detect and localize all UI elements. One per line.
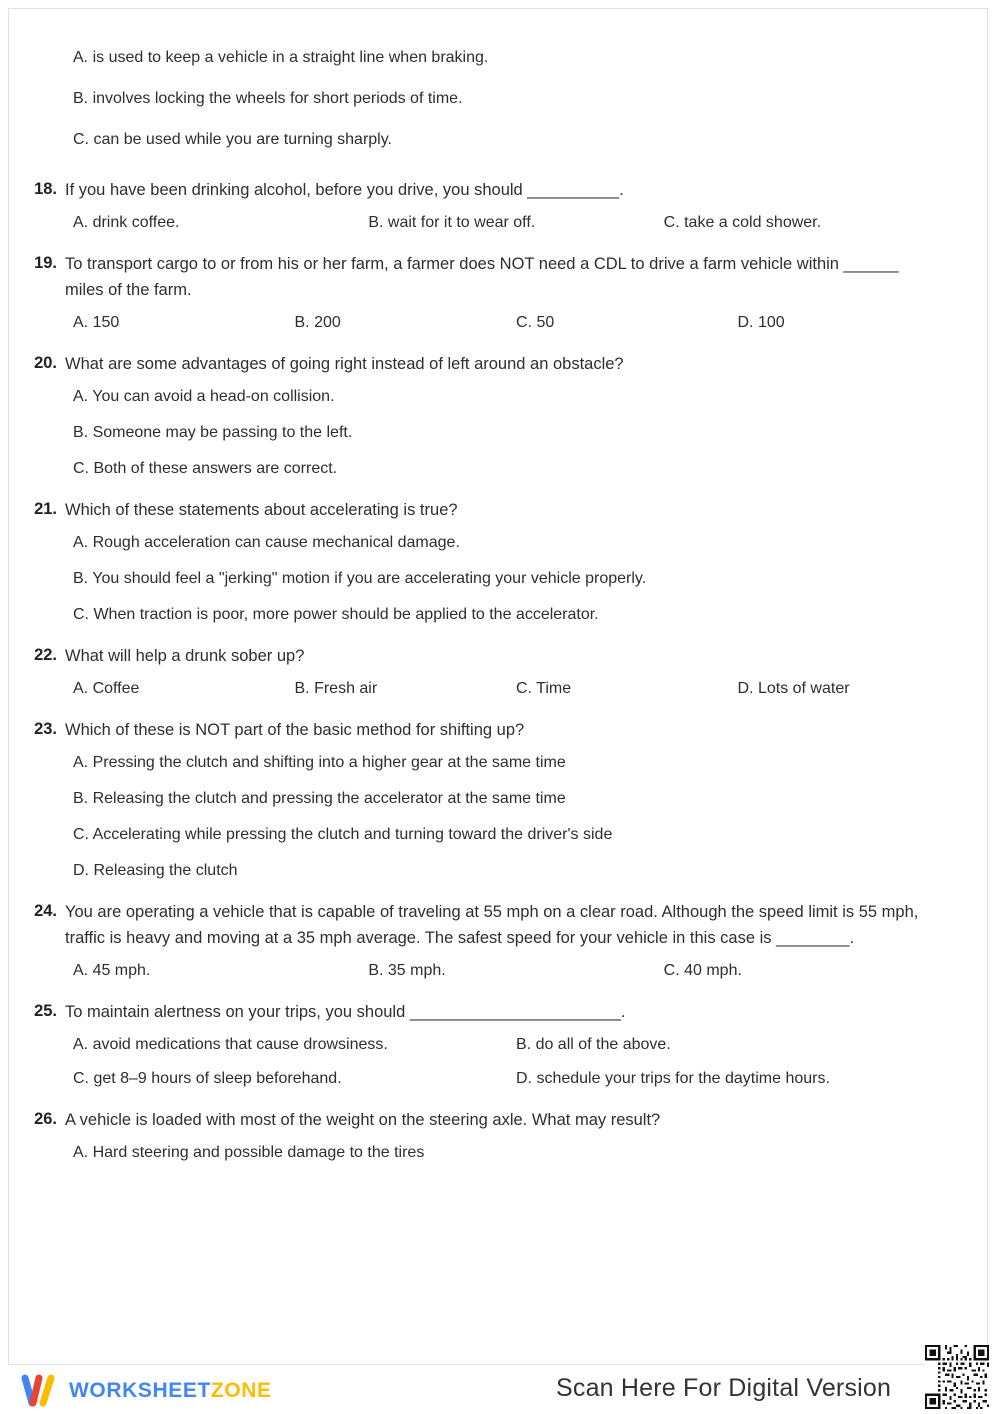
question-number: 21.: [34, 500, 57, 518]
answer-list: [23, 675, 959, 703]
question-row: [23, 717, 959, 743]
answer-option[interactable]: A. Coffee: [73, 680, 140, 697]
answer-option[interactable]: C. 40 mph.: [663, 962, 742, 979]
question-row: [23, 251, 959, 303]
question-block: [23, 497, 959, 629]
answer-row: [73, 529, 959, 557]
answer-row: [73, 675, 959, 703]
answer-option[interactable]: B. Releasing the clutch and pressing the accelerator at the same time: [73, 790, 566, 807]
answer-option[interactable]: B. You should feel a "jerking" motion if you are accelerating your vehicle properly.: [73, 570, 647, 587]
worksheet-page-frame: [8, 8, 988, 1365]
answer-list: [23, 209, 959, 237]
orphan-answer-list: [23, 43, 959, 155]
answer-option[interactable]: A. Rough acceleration can cause mechanical damage.: [73, 534, 460, 551]
answer-option[interactable]: C. get 8–9 hours of sleep beforehand.: [73, 1070, 342, 1087]
answer-row: [73, 383, 959, 411]
question-block: [23, 643, 959, 703]
question-number: 25.: [34, 1002, 57, 1020]
question-row: [23, 1107, 959, 1133]
answer-list: [23, 309, 959, 337]
page-footer: [0, 1368, 1000, 1414]
answer-row: [73, 419, 959, 447]
answer-option[interactable]: B. involves locking the wheels for short periods of time.: [73, 90, 463, 107]
question-row: [23, 177, 959, 203]
answer-option[interactable]: D. Lots of water: [737, 680, 850, 697]
question-text: Which of these statements about accelerating is true?: [65, 501, 458, 519]
question-row: [23, 899, 959, 951]
answer-row: [73, 1031, 959, 1059]
answer-option[interactable]: C. Time: [516, 680, 572, 697]
answer-row: [73, 785, 959, 813]
answer-list: [23, 957, 959, 985]
answer-row: [73, 857, 959, 885]
question-block: [23, 251, 959, 337]
answer-option[interactable]: C. When traction is poor, more power should be applied to the accelerator.: [73, 606, 599, 623]
answer-option[interactable]: A. 150: [73, 314, 120, 331]
question-number: 22.: [34, 646, 57, 664]
question-text: To transport cargo to or from his or her farm, a farmer does NOT need a CDL to drive a farm vehicle within ______ miles of the farm.: [65, 255, 899, 299]
answer-row: [73, 84, 959, 114]
answer-option[interactable]: D. 100: [737, 314, 785, 331]
answer-option[interactable]: A. drink coffee.: [73, 214, 180, 231]
question-number: 26.: [34, 1110, 57, 1128]
answer-option[interactable]: A. Hard steering and possible damage to the tires: [73, 1144, 425, 1161]
question-number: 20.: [34, 354, 57, 372]
answer-option[interactable]: B. Fresh air: [294, 680, 378, 697]
question-block: [23, 899, 959, 985]
answer-option[interactable]: D. Releasing the clutch: [73, 862, 238, 879]
answer-list: [23, 1031, 959, 1093]
answer-list: [23, 529, 959, 629]
answer-option[interactable]: D. schedule your trips for the daytime hours.: [516, 1070, 830, 1087]
answer-list: [23, 383, 959, 483]
answer-row: [73, 309, 959, 337]
answer-option[interactable]: C. Both of these answers are correct.: [73, 460, 338, 477]
answer-option[interactable]: C. can be used while you are turning sharply.: [73, 131, 392, 148]
question-text: What will help a drunk sober up?: [65, 647, 305, 665]
answer-row: [73, 209, 959, 237]
answer-row: [73, 601, 959, 629]
question-text: If you have been drinking alcohol, before you drive, you should __________.: [65, 181, 624, 199]
answer-option[interactable]: B. 200: [294, 314, 341, 331]
brand-name-worksheet: WORKSHEET: [69, 1379, 211, 1402]
answer-option[interactable]: C. Accelerating while pressing the clutch and turning toward the driver's side: [73, 826, 613, 843]
answer-option[interactable]: B. Someone may be passing to the left.: [73, 424, 353, 441]
question-text: You are operating a vehicle that is capable of traveling at 55 mph on a clear road. Although the speed limit is 55 mph, traffic is heavy and moving at a 35 mph average. The safest speed for your vehicle in this case is ________.: [65, 903, 919, 947]
question-block: [23, 999, 959, 1093]
answer-row: [73, 957, 959, 985]
question-text: Which of these is NOT part of the basic method for shifting up?: [65, 721, 525, 739]
answer-row: [73, 455, 959, 483]
worksheet-zone-w-logo-icon: [18, 1374, 60, 1408]
question-list: [23, 177, 959, 1167]
brand-wordmark: [69, 1379, 272, 1403]
worksheet-content: [9, 9, 989, 1201]
brand-name-zone: ZONE: [210, 1379, 272, 1402]
answer-row: [73, 1065, 959, 1093]
question-text: A vehicle is loaded with most of the weight on the steering axle. What may result?: [65, 1111, 661, 1129]
question-block: [23, 351, 959, 483]
answer-option[interactable]: B. 35 mph.: [368, 962, 446, 979]
question-text: What are some advantages of going right instead of left around an obstacle?: [65, 355, 624, 373]
question-number: 19.: [34, 254, 57, 272]
answer-list: [23, 1139, 959, 1167]
question-row: [23, 643, 959, 669]
answer-option[interactable]: B. wait for it to wear off.: [368, 214, 536, 231]
question-number: 18.: [34, 180, 57, 198]
answer-option[interactable]: C. take a cold shower.: [663, 214, 822, 231]
answer-option[interactable]: A. 45 mph.: [73, 962, 151, 979]
question-block: [23, 717, 959, 885]
qr-code-icon[interactable]: [925, 1345, 989, 1409]
answer-option[interactable]: A. You can avoid a head-on collision.: [73, 388, 335, 405]
answer-row: [73, 821, 959, 849]
answer-option[interactable]: B. do all of the above.: [516, 1036, 671, 1053]
question-number: 24.: [34, 902, 57, 920]
question-row: [23, 351, 959, 377]
answer-list: [23, 749, 959, 885]
question-row: [23, 497, 959, 523]
worksheet-zone-logo[interactable]: [18, 1372, 272, 1410]
question-text: To maintain alertness on your trips, you should _______________________.: [65, 1003, 626, 1021]
answer-option[interactable]: C. 50: [516, 314, 555, 331]
answer-row: [73, 125, 959, 155]
answer-row: [73, 749, 959, 777]
answer-option[interactable]: A. avoid medications that cause drowsiness.: [73, 1036, 388, 1053]
answer-row: [73, 1139, 959, 1167]
scan-here-label: Scan Here For Digital Version: [556, 1374, 892, 1402]
answer-row: [73, 43, 959, 73]
answer-option[interactable]: A. Pressing the clutch and shifting into a higher gear at the same time: [73, 754, 566, 771]
question-block: [23, 177, 959, 237]
question-block: [23, 1107, 959, 1167]
question-number: 23.: [34, 720, 57, 738]
answer-option[interactable]: A. is used to keep a vehicle in a straight line when braking.: [73, 49, 489, 66]
question-row: [23, 999, 959, 1025]
answer-row: [73, 565, 959, 593]
